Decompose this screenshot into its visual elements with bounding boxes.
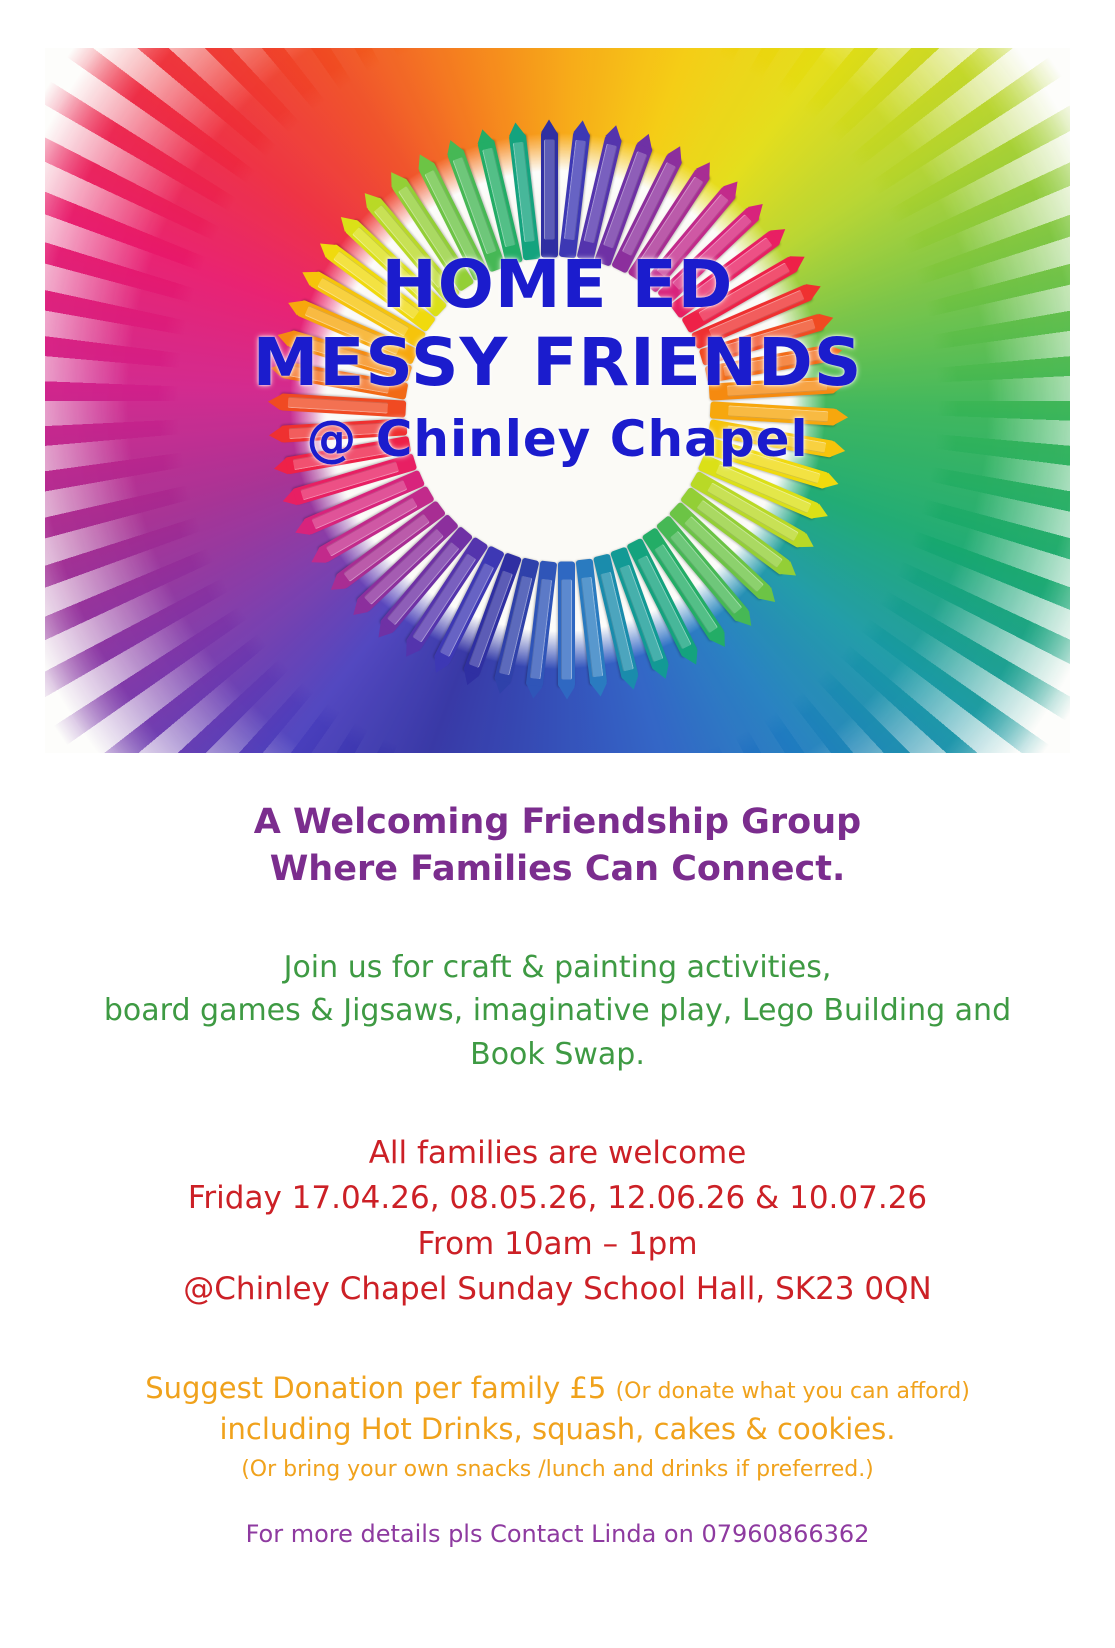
contact-line: For more details pls Contact Linda on 07960866362 — [245, 1519, 870, 1548]
details-line-dates: Friday 17.04.26, 08.05.26, 12.06.26 & 10.07.26 — [187, 1180, 928, 1217]
tagline — [45, 799, 1070, 894]
tagline-line-1: A Welcoming Friendship Group — [253, 802, 862, 842]
activities-block — [45, 946, 1070, 1077]
donation-block — [45, 1368, 1070, 1486]
crayon-wrapper — [561, 579, 572, 679]
donation-line-1 — [45, 1368, 1070, 1409]
donation-line-3: (Or bring your own snacks /lunch and drinks if preferred.) — [241, 1457, 874, 1483]
poster — [0, 48, 1115, 1648]
poster-body — [45, 799, 1070, 1566]
poster-title — [45, 246, 1070, 477]
activities-line-1: Join us for craft & painting activities, — [283, 949, 832, 985]
title-line-1: HOME ED — [381, 246, 734, 323]
details-line-venue: @Chinley Chapel Sunday School Hall, SK23 0QN — [183, 1270, 932, 1307]
activities-line-3: Book Swap. — [470, 1036, 645, 1072]
title-line-3: @ Chinley Chapel — [306, 409, 809, 468]
details-line-time: From 10am – 1pm — [417, 1225, 698, 1262]
donation-line-2: including Hot Drinks, squash, cakes & cookies. — [219, 1412, 896, 1447]
activities-line-2: board games & Jigsaws, imaginative play, Lego Building and — [103, 993, 1012, 1028]
details-line-welcome: All families are welcome — [368, 1135, 747, 1171]
details-block — [45, 1131, 1070, 1312]
crayon-wrapper — [544, 139, 555, 239]
crayon — [541, 131, 558, 257]
title-line-2: MESSY FRIENDS — [252, 323, 863, 401]
donation-amount: Suggest Donation per family £5 — [145, 1371, 607, 1405]
donation-note: (Or donate what you can afford) — [615, 1379, 970, 1404]
hero-image — [45, 48, 1070, 753]
crayon — [558, 561, 575, 687]
tagline-line-2: Where Families Can Connect. — [269, 849, 846, 890]
